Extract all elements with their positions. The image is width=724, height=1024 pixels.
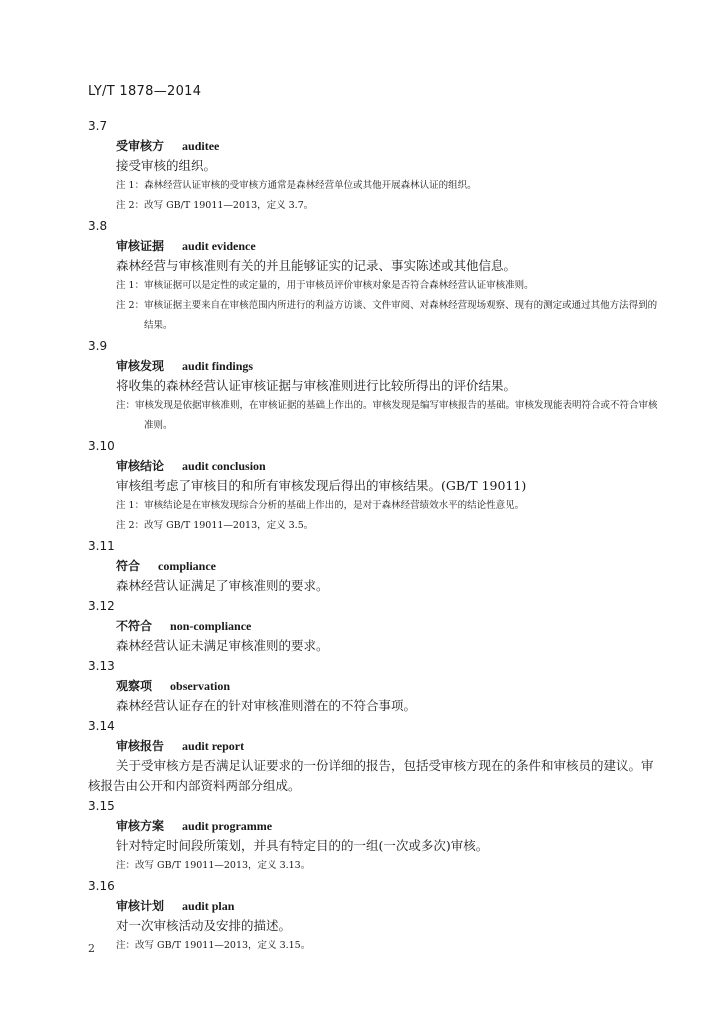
term-number: 3.16	[88, 879, 115, 893]
term-note: 注：改写 GB/T 19011—2013，定义 3.15。	[116, 940, 311, 951]
term-heading	[0, 236, 724, 256]
term-entry	[0, 796, 724, 876]
term-en: auditee	[182, 139, 220, 153]
term-number: 3.12	[88, 599, 115, 613]
term-en: audit programme	[182, 819, 273, 833]
term-note: 注：改写 GB/T 19011—2013，定义 3.13。	[116, 860, 311, 871]
standard-code-header: LY/T 1878—2014	[88, 84, 202, 99]
term-entry	[0, 216, 724, 336]
term-definition: 森林经营认证存在的针对审核准则潜在的不符合事项。	[116, 698, 417, 713]
term-zh: 审核结论	[116, 459, 165, 473]
term-zh: 符合	[116, 559, 141, 573]
term-definition: 森林经营与审核准则有关的并且能够证实的记录、事实陈述或其他信息。	[116, 258, 517, 273]
term-note: 注 1：审核结论是在审核发现综合分析的基础上作出的，是对于森林经营绩效水平的结论性意见。	[116, 500, 525, 511]
term-en: audit report	[182, 739, 245, 753]
term-heading	[0, 816, 724, 836]
term-definition: 针对特定时间段所策划，并具有特定目的的一组(一次或多次)审核。	[116, 838, 489, 853]
term-heading	[0, 136, 724, 156]
term-number: 3.10	[88, 439, 115, 453]
term-zh: 审核报告	[116, 739, 165, 753]
terms-list	[0, 116, 724, 956]
term-heading	[0, 356, 724, 376]
term-zh: 审核发现	[116, 359, 165, 373]
term-definition: 审核组考虑了审核目的和所有审核发现后得出的审核结果。(GB/T 19011)	[116, 478, 527, 493]
term-note: 注 1：审核证据可以是定性的或定量的，用于审核员评价审核对象是否符合森林经营认证审核准则。	[116, 280, 534, 291]
term-heading	[0, 556, 724, 576]
term-entry	[0, 116, 724, 216]
term-definition: 关于受审核方是否满足认证要求的一份详细的报告，包括受审核方现在的条件和审核员的建议。审核报告由公开和内部资料两部分组成。	[88, 758, 654, 793]
term-entry	[0, 536, 724, 596]
term-number: 3.15	[88, 799, 115, 813]
term-heading	[0, 736, 724, 756]
term-en: audit findings	[182, 359, 254, 373]
term-entry	[0, 656, 724, 716]
term-number: 3.11	[88, 539, 115, 553]
term-note: 注：审核发现是依据审核准则，在审核证据的基础上作出的。审核发现是编写审核报告的基础。审核发现能表明符合或不符合审核准则。	[116, 400, 658, 431]
term-entry	[0, 596, 724, 656]
term-heading	[0, 616, 724, 636]
term-heading	[0, 676, 724, 696]
term-en: audit conclusion	[182, 459, 266, 473]
term-definition: 森林经营认证未满足审核准则的要求。	[116, 638, 329, 653]
term-note: 注 2：改写 GB/T 19011—2013，定义 3.7。	[116, 200, 314, 211]
term-zh: 不符合	[116, 619, 153, 633]
term-entry	[0, 436, 724, 536]
term-en: observation	[170, 679, 231, 693]
term-en: audit evidence	[182, 239, 256, 253]
term-number: 3.9	[88, 339, 108, 353]
term-entry	[0, 336, 724, 436]
term-en: audit plan	[182, 899, 235, 913]
term-note: 注 2：审核证据主要来自在审核范围内所进行的利益方访谈、文件审阅、对森林经营现场观察、现有的测定或通过其他方法得到的结果。	[116, 300, 658, 331]
term-number: 3.13	[88, 659, 115, 673]
term-heading	[0, 456, 724, 476]
page-number: 2	[88, 942, 95, 955]
term-entry	[0, 876, 724, 956]
term-definition: 森林经营认证满足了审核准则的要求。	[116, 578, 329, 593]
term-note: 注 1：森林经营认证审核的受审核方通常是森林经营单位或其他开展森林认证的组织。	[116, 180, 477, 191]
term-definition: 将收集的森林经营认证审核证据与审核准则进行比较所得出的评价结果。	[116, 378, 517, 393]
term-en: non-compliance	[170, 619, 252, 633]
term-zh: 观察项	[116, 679, 153, 693]
term-entry	[0, 716, 724, 796]
term-zh: 审核方案	[116, 819, 165, 833]
term-heading	[0, 896, 724, 916]
term-definition: 对一次审核活动及安排的描述。	[116, 918, 292, 933]
term-zh: 审核计划	[116, 899, 165, 913]
term-number: 3.14	[88, 719, 115, 733]
term-definition: 接受审核的组织。	[116, 158, 217, 173]
term-number: 3.8	[88, 219, 108, 233]
term-note: 注 2：改写 GB/T 19011—2013，定义 3.5。	[116, 520, 314, 531]
term-zh: 受审核方	[116, 139, 165, 153]
term-zh: 审核证据	[116, 239, 165, 253]
term-number: 3.7	[88, 119, 108, 133]
term-en: compliance	[158, 559, 217, 573]
